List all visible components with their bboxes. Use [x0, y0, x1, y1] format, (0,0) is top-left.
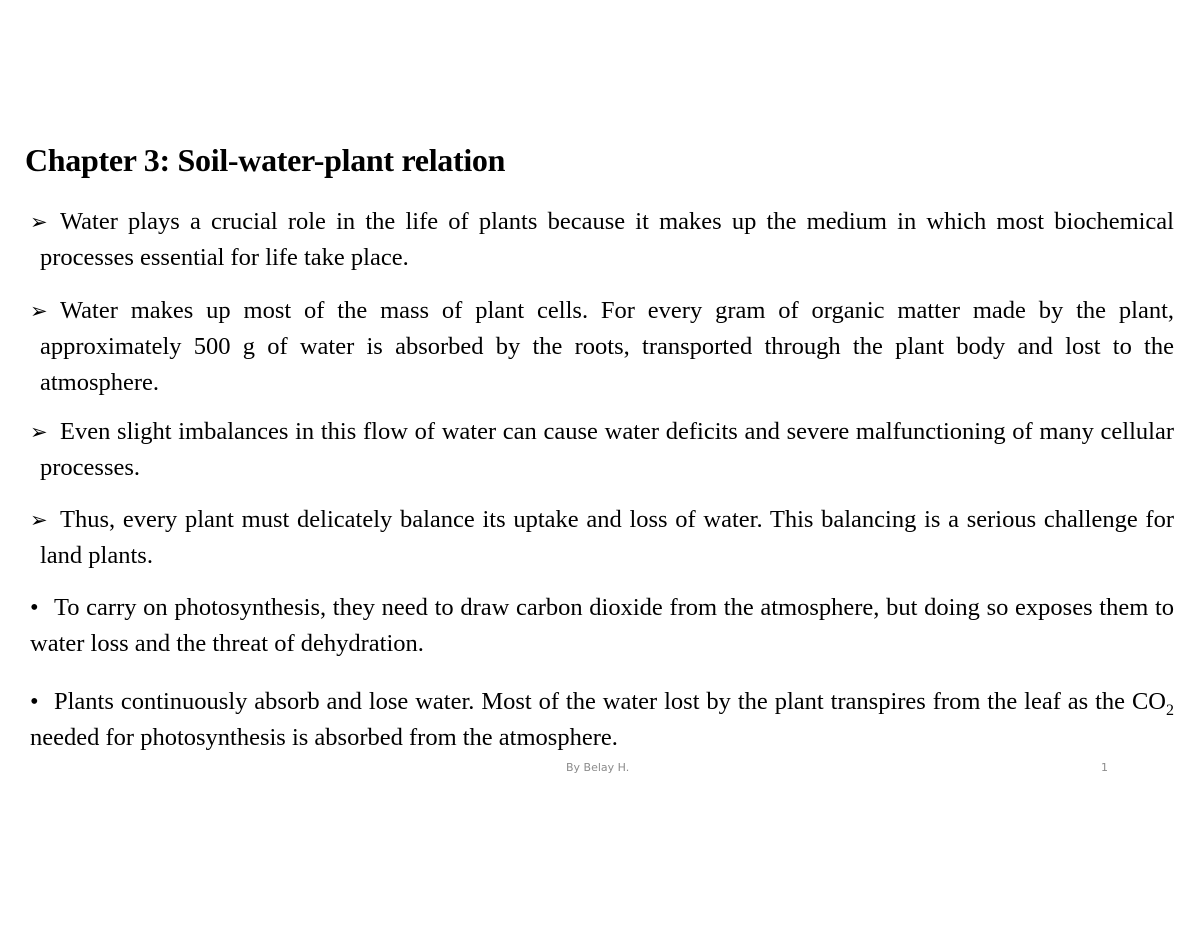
arrow-point-4	[30, 502, 1174, 574]
arrow-point-3	[30, 414, 1174, 486]
bullet-point-2	[30, 684, 1174, 756]
bullet-dot-icon: •	[30, 688, 39, 715]
co2-subscript: 2	[1166, 701, 1174, 719]
arrow-point-text: Even slight imbalances in this flow of water can cause water deficits and severe malfunctioning of many cellular processes.	[40, 418, 1174, 481]
bullet-point-text-after: needed for photosynthesis is absorbed from the atmosphere.	[30, 724, 618, 751]
arrow-point-text: Water makes up most of the mass of plant cells. For every gram of organic matter made by the plant, approximately 500 g of water is absorbed by the roots, transported through the plant body and lost to the atmosphere.	[40, 297, 1174, 396]
arrow-bullet-icon: ➢	[30, 210, 48, 234]
bullet-point-1	[30, 590, 1174, 662]
bullet-dot-icon: •	[30, 594, 39, 621]
bullet-point-text-before: Plants continuously absorb and lose water. Most of the water lost by the plant transpires from the leaf as the CO	[54, 688, 1166, 715]
arrow-point-text: Thus, every plant must delicately balance its uptake and loss of water. This balancing is a serious challenge for land plants.	[40, 506, 1174, 569]
arrow-point-text: Water plays a crucial role in the life of plants because it makes up the medium in which most biochemical processes essential for life take place.	[40, 208, 1174, 271]
arrow-bullet-icon: ➢	[30, 420, 48, 444]
page-number: 1	[1101, 761, 1108, 774]
arrow-bullet-icon: ➢	[30, 299, 48, 323]
slide-footer	[0, 761, 1200, 781]
bullet-point-text: To carry on photosynthesis, they need to draw carbon dioxide from the atmosphere, but doing so exposes them to water loss and the threat of dehydration.	[30, 594, 1174, 657]
slide-title: Chapter 3: Soil-water-plant relation	[25, 142, 506, 178]
arrow-point-2	[30, 293, 1174, 401]
footer-author: By Belay H.	[566, 761, 630, 774]
arrow-point-1	[30, 204, 1174, 276]
arrow-bullet-icon: ➢	[30, 508, 48, 532]
